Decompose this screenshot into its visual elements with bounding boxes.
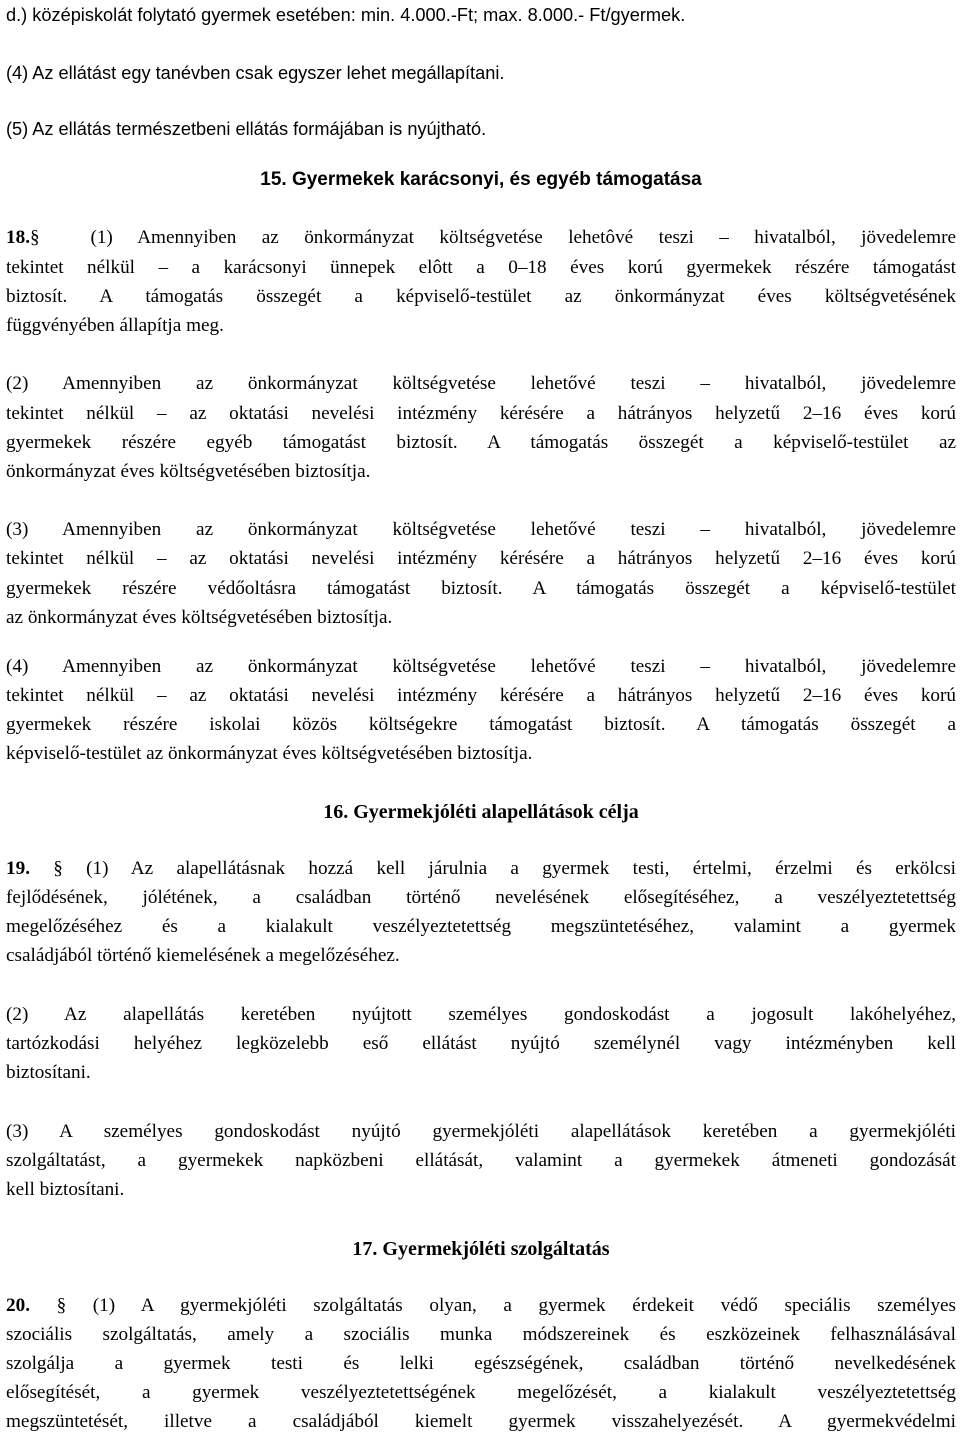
section-number: 16. bbox=[323, 801, 349, 823]
paragraph-text: (1) Az alapellátásnak hozzá kell járulnia a gyermek testi, értelmi, érzelmi és erkölcsi bbox=[86, 858, 956, 879]
paragraph-line: tekintet nélkül – az oktatási nevelési intézmény kérésére a hátrányos helyzetű 2–16 éves korú bbox=[6, 403, 956, 424]
section-title: Gyermekjóléti szolgáltatás bbox=[382, 1238, 610, 1260]
paragraph-line bbox=[6, 227, 956, 249]
paragraph-line: szolgálja a gyermek testi és lelki egészségének, családban történő nevelkedésének bbox=[6, 1353, 956, 1374]
paragraph-line: megszüntetését, illetve a családjából kiemelt gyermek visszahelyezését. A gyermekvédelmi bbox=[6, 1411, 956, 1432]
paragraph-line: fejlődésének, jólétének, a családban történő nevelésének elősegítéséhez, a veszélyeztetettség bbox=[6, 887, 956, 908]
paragraph-number: 18. bbox=[6, 227, 30, 248]
paragraph-line bbox=[6, 1295, 956, 1317]
section-sign: § bbox=[56, 1295, 67, 1316]
paragraph-line: (3) Amennyiben az önkormányzat költségvetése lehetővé teszi – hivatalból, jövedelemre bbox=[6, 519, 956, 540]
paragraph-line: (2) Az alapellátás keretében nyújtott személyes gondoskodást a jogosult lakóhelyéhez, bbox=[6, 1004, 956, 1025]
paragraph-line: függvényében állapítja meg. bbox=[6, 315, 224, 336]
paragraph-line: gyermekek részére iskolai közös költségekre támogatást biztosít. A támogatás összegét a bbox=[6, 714, 956, 735]
paragraph-line: biztosít. A támogatás összegét a képviselő-testület az önkormányzat éves költségvetésének bbox=[6, 286, 956, 307]
paragraph-text: (1) A gyermekjóléti szolgáltatás olyan, a gyermek érdekeit védő speciális személyes bbox=[92, 1295, 957, 1316]
section-number: 15. bbox=[260, 169, 287, 190]
paragraph-number: 20. bbox=[6, 1295, 30, 1316]
paragraph-line: képviselő-testület az önkormányzat éves költségvetésében biztosítja. bbox=[6, 743, 533, 764]
paragraph-line: tartózkodási helyéhez legközelebb eső ellátást nyújtó személynél vagy intézményben kell bbox=[6, 1033, 956, 1054]
paragraph-line: tekintet nélkül – az oktatási nevelési intézmény kérésére a hátrányos helyzetű 2–16 éves korú bbox=[6, 548, 956, 569]
list-item-d: d.) középiskolát folytató gyermek esetében: min. 4.000.-Ft; max. 8.000.- Ft/gyermek. bbox=[6, 5, 686, 25]
paragraph-line: megelőzéséhez és a kialakult veszélyeztetettség megszüntetéséhez, valamint a gyermek bbox=[6, 916, 956, 937]
section-heading-16 bbox=[6, 800, 956, 824]
paragraph-line: gyermekek részére egyéb támogatást biztosít. A támogatás összegét a képviselő-testület az bbox=[6, 432, 956, 453]
section-sign: § bbox=[53, 858, 63, 879]
list-item-5: (5) Az ellátás természetbeni ellátás formájában is nyújtható. bbox=[6, 119, 487, 139]
paragraph-line: szolgáltatást, a gyermekek napközbeni ellátását, valamint a gyermekek átmeneti gondozását bbox=[6, 1150, 956, 1171]
paragraph-line: elősegítését, a gyermek veszélyeztetettségének megelőzését, a kialakult veszélyeztetettség bbox=[6, 1382, 956, 1403]
section-title: Gyermekjóléti alapellátások célja bbox=[353, 801, 639, 823]
section-heading-17 bbox=[6, 1237, 956, 1261]
paragraph-line: (4) Amennyiben az önkormányzat költségvetése lehetővé teszi – hivatalból, jövedelemre bbox=[6, 656, 956, 677]
list-item-4: (4) Az ellátást egy tanévben csak egyszer lehet megállapítani. bbox=[6, 63, 505, 83]
paragraph-line: szociális szolgáltatás, amely a szociális munka módszereinek és eszközeinek felhasználásával bbox=[6, 1324, 956, 1345]
section-number: 17. bbox=[352, 1238, 378, 1260]
paragraph-line: tekintet nélkül – a karácsonyi ünnepek elôtt a 0–18 éves korú gyermekek részére támogatást bbox=[6, 257, 956, 278]
paragraph-line: tekintet nélkül – az oktatási nevelési intézmény kérésére a hátrányos helyzetű 2–16 éves korú bbox=[6, 685, 956, 706]
paragraph-line: önkormányzat éves költségvetésében biztosítja. bbox=[6, 461, 371, 482]
paragraph-line: (3) A személyes gondoskodást nyújtó gyermekjóléti alapellátások keretében a gyermekjóléti bbox=[6, 1121, 956, 1142]
paragraph-line: biztosítani. bbox=[6, 1062, 91, 1083]
section-heading-15 bbox=[6, 168, 956, 192]
paragraph-line: gyermekek részére védőoltásra támogatást biztosít. A támogatás összegét a képviselő-testület bbox=[6, 578, 956, 599]
section-title: Gyermekek karácsonyi, és egyéb támogatása bbox=[291, 169, 702, 190]
paragraph-line: kell biztosítani. bbox=[6, 1179, 125, 1200]
paragraph-line: az önkormányzat éves költségvetésében biztosítja. bbox=[6, 607, 393, 628]
paragraph-number: 19. bbox=[6, 858, 30, 879]
section-sign: § bbox=[29, 227, 40, 248]
paragraph-line bbox=[6, 858, 956, 880]
paragraph-line: családjából történő kiemelésének a megelőzéséhez. bbox=[6, 945, 400, 966]
paragraph-line: (2) Amennyiben az önkormányzat költségvetése lehetővé teszi – hivatalból, jövedelemre bbox=[6, 373, 956, 394]
paragraph-text: (1) Amennyiben az önkormányzat költségvetése lehetôvé teszi – hivatalból, jövedelemre bbox=[90, 227, 957, 248]
